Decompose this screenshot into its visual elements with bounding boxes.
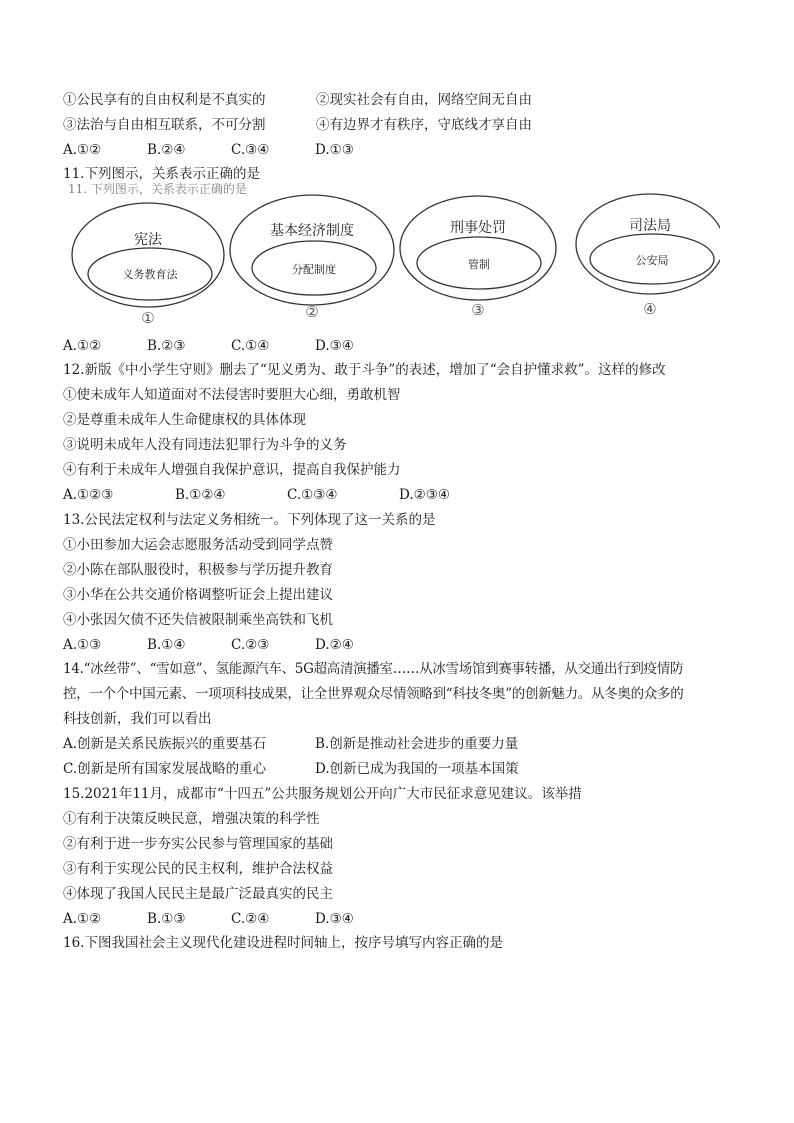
- q15-option-d: D.③④: [315, 911, 354, 927]
- q11-diagram-2-outer-circle: [230, 195, 394, 305]
- q14-option-b: B.创新是推动社会进步的重要力量: [315, 736, 519, 752]
- q11-diagram-1-outer-label: 宪法: [134, 232, 162, 248]
- q10-statement-3: ③法治与自由相互联系，不可分割: [63, 117, 266, 133]
- q14-stem-line-3: 科技创新，我们可以看出: [63, 711, 212, 727]
- q13-statement-2: ②小陈在部队服役时，积极参与学历提升教育: [63, 562, 333, 578]
- q11-diagram-1-number: ①: [141, 309, 155, 326]
- q11-diagram-figure: [60, 180, 720, 326]
- q11-diagram-1-inner-label: 义务教育法: [122, 268, 178, 281]
- q13-option-a: A.①③: [63, 637, 102, 653]
- q15-statement-1: ①有利于决策反映民意，增强决策的科学性: [63, 811, 320, 827]
- q11-diagram-2-inner-label: 分配制度: [292, 263, 336, 276]
- q11-option-d: D.③④: [315, 338, 354, 354]
- q11-diagram-4-outer-label: 司法局: [629, 218, 671, 234]
- q10-statement-4: ④有边界才有秩序，守底线才享自由: [316, 117, 532, 133]
- q11-diagram-4-outer-circle: [576, 194, 720, 294]
- q11-diagram-4-inner-label: 公安局: [635, 254, 669, 267]
- q15-statement-3: ③有利于实现公民的民主权利，维护合法权益: [63, 861, 333, 877]
- q11-diagram-2-outer-label: 基本经济制度: [270, 223, 354, 239]
- q13-stem: 13.公民法定权利与法定义务相统一。下列体现了这一关系的是: [63, 512, 436, 528]
- q11-diagram-svg: [60, 180, 720, 326]
- q11-diagram-4-number: ④: [643, 300, 657, 318]
- q11-option-c: C.①④: [231, 338, 270, 354]
- q14-option-a: A.创新是关系民族振兴的重要基石: [63, 736, 267, 752]
- q12-option-b: B.①②④: [175, 487, 226, 503]
- q15-stem: 15.2021年11月，成都市“十四五”公共服务规划公开向广大市民征求意见建议。该举措: [63, 786, 582, 802]
- q12-option-c: C.①③④: [287, 487, 338, 503]
- q10-option-b: B.②④: [147, 142, 186, 158]
- q11-diagram-2: [230, 195, 394, 321]
- q13-option-b: B.①④: [147, 637, 186, 653]
- q11-diagram-4: [576, 194, 720, 318]
- q12-statement-4: ④有利于未成年人增强自我保护意识，提高自我保护能力: [63, 462, 401, 478]
- q14-option-d: D.创新已成为我国的一项基本国策: [315, 761, 519, 777]
- q10-option-c: C.③④: [231, 142, 270, 158]
- q10-option-d: D.①③: [315, 142, 354, 158]
- q13-option-d: D.②④: [315, 637, 354, 653]
- q11-figure-partial-caption: 11. 下列图示，关系表示正确的是: [68, 182, 247, 196]
- q11-option-a: A.①②: [63, 338, 102, 354]
- q13-statement-3: ③小华在公共交通价格调整听证会上提出建议: [63, 587, 333, 603]
- q11-diagram-3: [400, 196, 556, 319]
- q10-option-a: A.①②: [63, 142, 102, 158]
- q11-diagram-3-inner-label: 管制: [468, 258, 490, 271]
- q14-option-c: C.创新是所有国家发展战略的重心: [63, 761, 267, 777]
- q11-diagram-1-outer-circle: [72, 203, 224, 307]
- q12-statement-3: ③说明未成年人没有同违法犯罪行为斗争的义务: [63, 437, 347, 453]
- q11-stem: 11.下列图示，关系表示正确的是: [63, 166, 260, 182]
- q11-diagram-3-outer-circle: [400, 196, 556, 300]
- q10-statement-1: ①公民享有的自由权利是不真实的: [63, 92, 266, 108]
- q11-option-b: B.②③: [147, 338, 186, 354]
- q15-option-a: A.①②: [63, 911, 102, 927]
- q11-diagram-1: [72, 203, 224, 326]
- q12-stem: 12.新版《中小学生守则》删去了“见义勇为、敢于斗争”的表述，增加了“会自护懂求救”。这样的修改: [63, 362, 666, 378]
- q10-statement-2: ②现实社会有自由，网络空间无自由: [316, 92, 532, 108]
- q13-option-c: C.②③: [231, 637, 270, 653]
- q15-option-c: C.②④: [231, 911, 270, 927]
- q14-stem-line-1: 14.“冰丝带”、“雪如意”、氢能源汽车、5G超高清演播室……从冰雪场馆到赛事转播，从交通出行到疫情防: [63, 661, 684, 677]
- q13-statement-1: ①小田参加大运会志愿服务活动受到同学点赞: [63, 537, 333, 553]
- q11-diagram-3-number: ③: [471, 301, 485, 319]
- q13-statement-4: ④小张因欠债不还失信被限制乘坐高铁和飞机: [63, 612, 333, 628]
- q14-stem-line-2: 控，一个个中国元素、一项项科技成果，让全世界观众尽情领略到“科技冬奥”的创新魅力。从冬奥的众多的: [63, 686, 684, 702]
- q12-option-d: D.②③④: [399, 487, 450, 503]
- q15-statement-4: ④体现了我国人民民主是最广泛最真实的民主: [63, 886, 333, 902]
- q12-statement-2: ②是尊重未成年人生命健康权的具体体现: [63, 412, 306, 428]
- q15-option-b: B.①③: [147, 911, 186, 927]
- q12-option-a: A.①②③: [63, 487, 114, 503]
- q12-statement-1: ①使未成年人知道面对不法侵害时要胆大心细，勇敢机智: [63, 387, 401, 403]
- q16-stem: 16.下图我国社会主义现代化建设进程时间轴上，按序号填写内容正确的是: [63, 935, 503, 951]
- q11-diagram-3-outer-label: 刑事处罚: [450, 220, 506, 236]
- q15-statement-2: ②有利于进一步夯实公民参与管理国家的基础: [63, 836, 333, 852]
- q11-diagram-2-number: ②: [305, 303, 319, 321]
